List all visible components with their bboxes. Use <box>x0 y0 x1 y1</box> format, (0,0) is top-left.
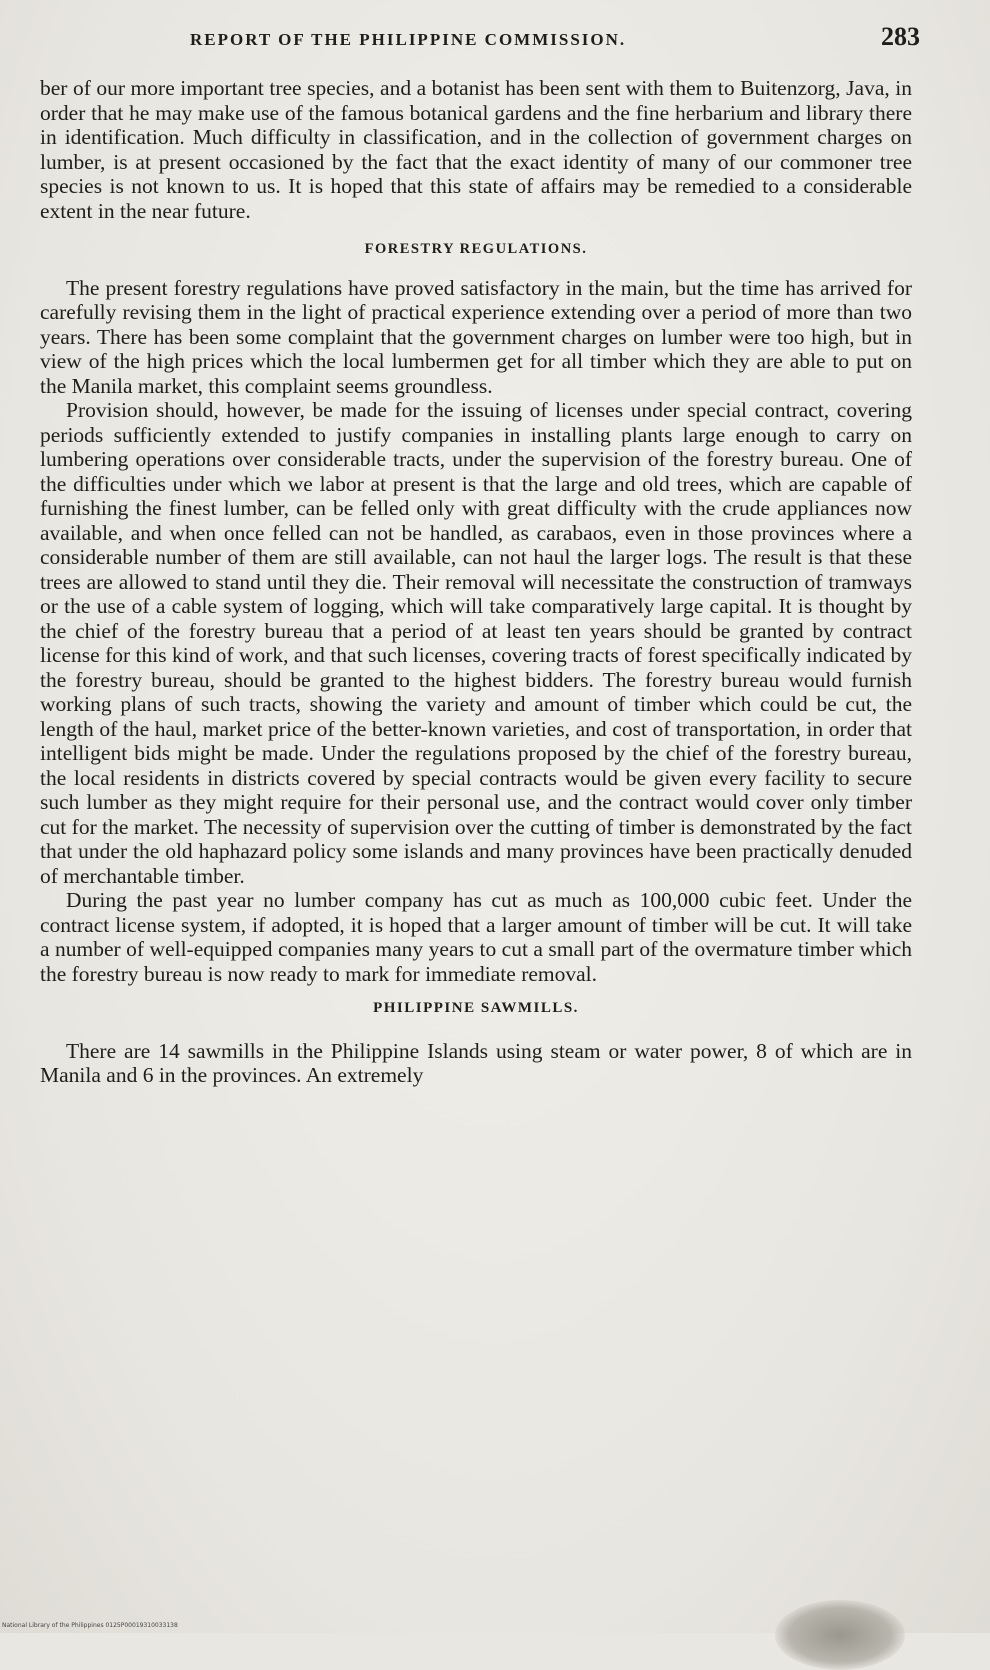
running-head <box>40 22 920 62</box>
paragraph-present-regulations: The present forestry regulations have proved satisfactory in the main, but the time has arrived for carefully revising them in the light of practical experience extending over a period of more than two years. There has been some complaint that the government charges on lumber were too high, but in view of the high prices which the local lumbermen get for all timber which they are able to put on the Manila market, this complaint seems groundless. <box>40 275 912 398</box>
paragraph-past-year: During the past year no lumber company has cut as much as 100,000 cubic feet. Under the contract license system, if adopted, it is hoped that a larger amount of timber will be cut. It will take a number of well-equipped companies many years to cut a small part of the overmature timber which the forestry bureau is now ready to mark for immediate removal. <box>40 888 912 986</box>
paragraph-sawmills: There are 14 sawmills in the Philippine Islands using steam or water power, 8 of which are in Manila and 6 in the provinces. An extremely <box>40 1038 912 1087</box>
paragraph-provision-licenses: Provision should, however, be made for the issuing of licenses under special contract, covering periods sufficiently extended to justify companies in installing plants large enough to carry on lumbering operations over considerable tracts, under the supervision of the forestry bureau. One of the difficulties under which we labor at present is that the large and old trees, which are capable of furnishing the finest lumber, can be felled only with great difficulty with the crude appliances now available, and when once felled can not be handled, as carabaos, even in those provinces where a considerable number of them are still available, can not haul the larger logs. The result is that these trees are allowed to stand until they die. Their removal will necessitate the construction of tramways or the use of a cable system of logging, which will take comparatively large capital. It is thought by the chief of the forestry bureau that a period of at least ten years should be granted by contract license for this kind of work, and that such licenses, covering tracts of forest specifically indicated by the forestry bureau, should be granted to the highest bidders. The forestry bureau would furnish working plans of such tracts, showing the variety and amount of timber which could be cut, the length of the haul, market price of the better-known varieties, and cost of transportation, in order that intelligent bids might be made. Under the regulations proposed by the chief of the forestry bureau, the local residents in districts covered by special contracts would be given every facility to secure such lumber as they might require for their personal use, and the contract would cover only timber cut for the market. The necessity of supervision over the cutting of timber is demonstrated by the fact that under the old haphazard policy some islands and many provinces have been practically denuded of merchantable timber. <box>40 398 912 888</box>
section-heading-forestry-regulations: FORESTRY REGULATIONS. <box>364 241 588 257</box>
section-heading-philippine-sawmills: PHILIPPINE SAWMILLS. <box>373 1000 579 1016</box>
page-number: 283 <box>881 22 920 51</box>
scan-thumb-shadow <box>775 1600 905 1670</box>
intro-paragraph: ber of our more important tree species, and a botanist has been sent with them to Buitenzorg, Java, in order that he may make use of the famous botanical gardens and the fine herbarium and library there in identification. Much difficulty in classification, and in the collection of government charges on lumber, is at present occasioned by the fact that the exact identity of many of our commoner tree species is not known to us. It is hoped that this state of affairs may be remedied to a considerable extent in the near future. <box>40 76 912 223</box>
running-title: REPORT OF THE PHILIPPINE COMMISSION. <box>190 30 627 49</box>
body-text <box>40 76 912 1088</box>
scan-footer-note: National Library of the Philippines 0125P00019310033138 <box>2 1622 178 1629</box>
